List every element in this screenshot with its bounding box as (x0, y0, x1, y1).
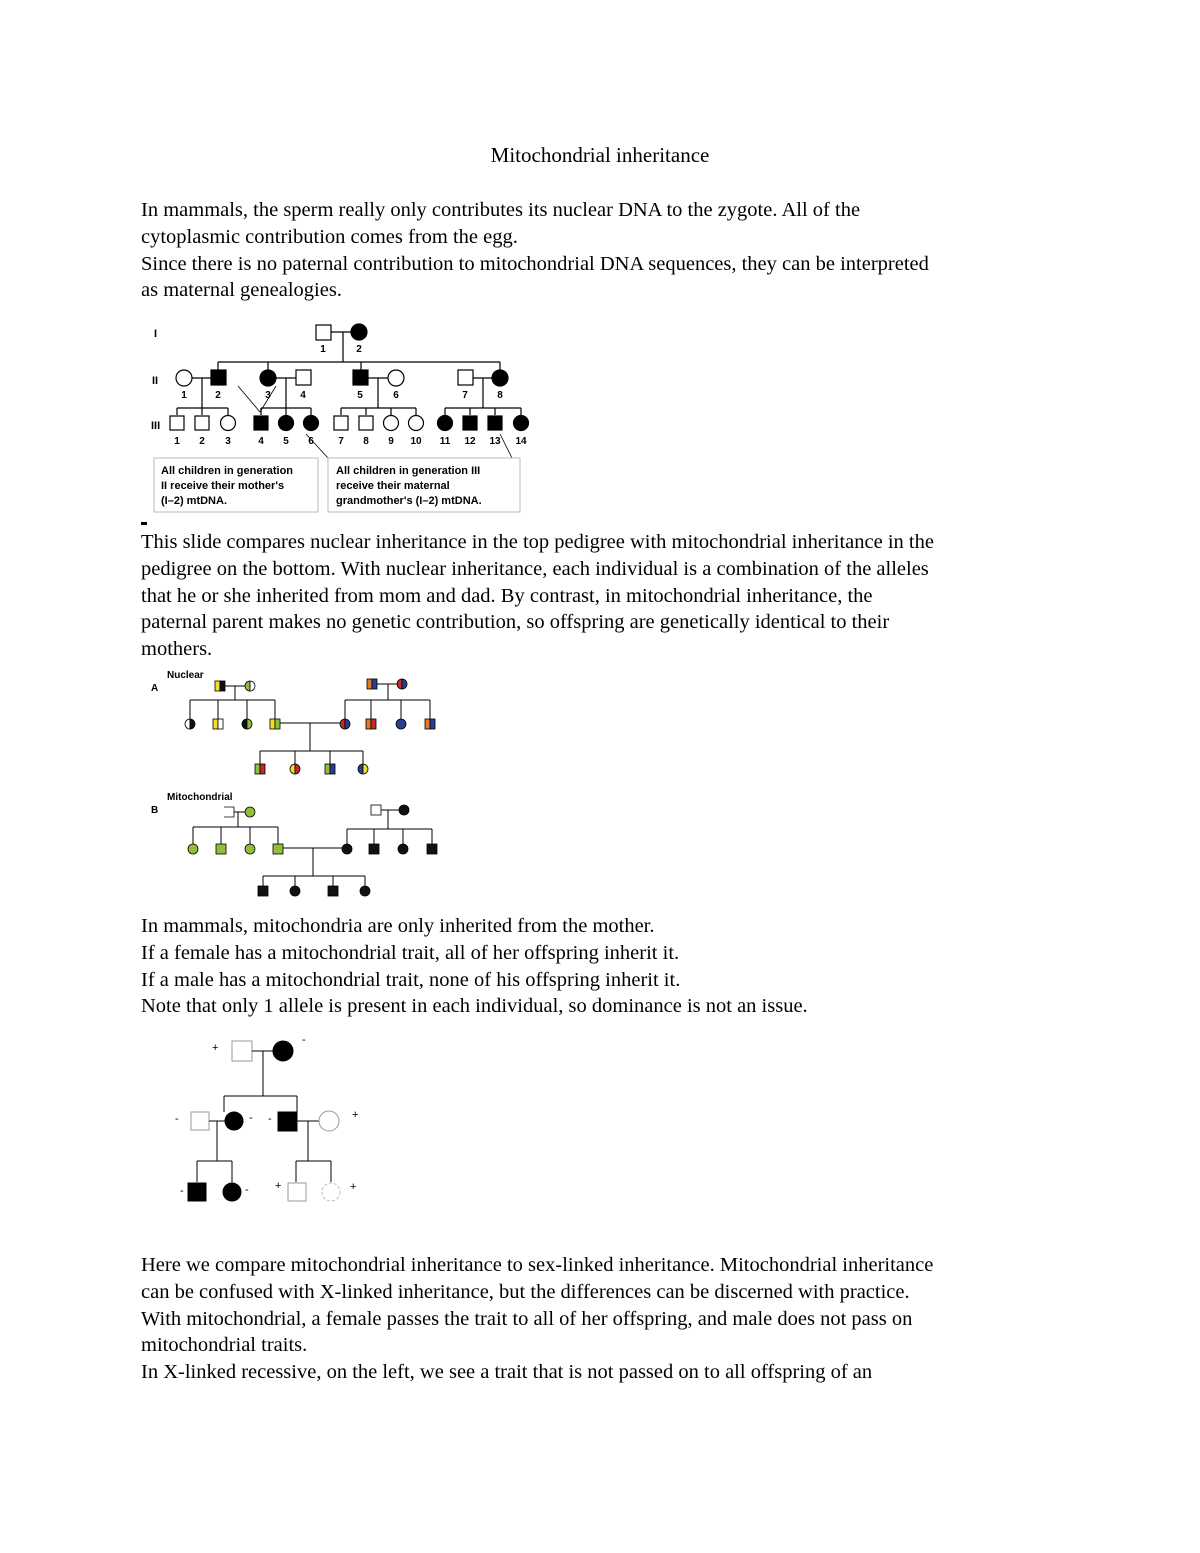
individual-number: 1 (320, 344, 326, 355)
female-affected (351, 324, 367, 340)
plus-minus-pedigree-figure (170, 1030, 370, 1210)
genotype-marker: - (249, 1112, 253, 1124)
panel-title: Mitochondrial (167, 792, 233, 803)
genotype-marker: - (180, 1185, 184, 1197)
text-line: If a female has a mitochondrial trait, all of her offspring inherit it. (141, 941, 680, 964)
text-line: Since there is no paternal contribution to mitochondrial DNA sequences, they can be interpreted (141, 252, 929, 275)
male-unaffected (458, 370, 473, 385)
individual-number: 7 (338, 436, 344, 447)
individual-number: 11 (439, 436, 451, 447)
text-line: cytoplasmic contribution comes from the egg. (141, 225, 518, 248)
male-affected (211, 370, 226, 385)
xlinked-paragraph (141, 1252, 1061, 1386)
text-line: In mammals, the sperm really only contributes its nuclear DNA to the zygote. All of the (141, 199, 861, 221)
text-line: Here we compare mitochondrial inheritance to sex-linked inheritance. Mitochondrial inheritance (141, 1254, 934, 1276)
individual-number: 3 (225, 436, 231, 447)
male-affected (353, 370, 368, 385)
rules-paragraph (141, 913, 1061, 1020)
individual-number: 1 (174, 436, 180, 447)
individual-number: 3 (265, 390, 271, 401)
page-title: Mitochondrial inheritance (490, 143, 710, 167)
genotype-marker: + (350, 1181, 357, 1193)
text-line: paternal parent makes no genetic contribution, so offspring are genetically identical to their (141, 611, 890, 634)
individual-number: 2 (356, 344, 362, 355)
male-unaffected (296, 370, 311, 385)
bullet-mark (141, 522, 147, 525)
genotype-marker: - (245, 1184, 249, 1196)
comparison-paragraph (141, 529, 1061, 663)
generation-label: II (152, 375, 159, 387)
caption-line: II receive their mother's (161, 480, 285, 492)
individual-number: 5 (283, 436, 289, 447)
female-affected (260, 370, 276, 386)
individual-number: 2 (199, 436, 205, 447)
caption-line: All children in generation III (336, 465, 481, 477)
panel-label: A (151, 683, 159, 694)
text-line: In X-linked recessive, on the left, we see a trait that is not passed on to all offspring of an (141, 1361, 873, 1384)
caption-line: receive their maternal (336, 480, 450, 492)
text-line: that he or she inherited from mom and dad. By contrast, in mitochondrial inheritance, the (141, 584, 873, 607)
text-line: pedigree on the bottom. With nuclear inheritance, each individual is a combination of the alleles (141, 557, 929, 580)
text-line: mothers. (141, 638, 213, 661)
genotype-marker: - (175, 1113, 179, 1125)
individual-number: 9 (388, 436, 394, 447)
genotype-marker: + (275, 1180, 282, 1192)
text-line: as maternal genealogies. (141, 279, 342, 302)
mtdna-pedigree-figure (140, 318, 530, 530)
caption-line: (I–2) mtDNA. (161, 495, 228, 507)
genotype-marker: + (352, 1109, 359, 1121)
individual-number: 4 (300, 390, 306, 401)
individual-number: 7 (462, 390, 468, 401)
individual-number: 13 (489, 436, 501, 447)
individual-number: 6 (393, 390, 399, 401)
text-line: With mitochondrial, a female passes the trait to all of her offspring, and male does not pass on (141, 1307, 913, 1330)
text-line: mitochondrial traits. (141, 1334, 308, 1357)
generation-label: I (154, 328, 158, 340)
male-unaffected (316, 325, 331, 340)
female-unaffected (176, 370, 192, 386)
individual-number: 14 (515, 436, 527, 447)
panel-title: Nuclear (167, 670, 204, 681)
individual-number: 8 (363, 436, 369, 447)
female-affected (492, 370, 508, 386)
nuclear-vs-mito-figure (145, 664, 445, 904)
text-line: can be confused with X-linked inheritance, but the differences can be discerned with practice. (141, 1280, 910, 1303)
individual-number: 5 (357, 390, 363, 401)
genotype-marker: - (268, 1113, 272, 1125)
individual-number: 2 (215, 390, 221, 401)
genotype-marker: + (212, 1042, 219, 1054)
intro-paragraph (141, 197, 1061, 304)
genotype-marker: - (302, 1034, 306, 1046)
individual-number: 10 (410, 436, 422, 447)
caption-line: All children in generation (161, 465, 294, 477)
individual-number: 6 (308, 436, 314, 447)
caption-line: grandmother's (I–2) mtDNA. (336, 495, 482, 507)
panel-label: B (151, 805, 159, 816)
text-line: If a male has a mitochondrial trait, none of his offspring inherit it. (141, 968, 681, 991)
text-line: This slide compares nuclear inheritance in the top pedigree with mitochondrial inheritance in the (141, 531, 934, 553)
individual-number: 8 (497, 390, 503, 401)
individual-number: 4 (258, 436, 264, 447)
individual-number: 1 (181, 390, 187, 401)
text-line: In mammals, mitochondria are only inherited from the mother. (141, 915, 655, 937)
text-line: Note that only 1 allele is present in each individual, so dominance is not an issue. (141, 995, 808, 1018)
female-unaffected (388, 370, 404, 386)
generation-label: III (151, 420, 161, 432)
individual-number: 12 (464, 436, 476, 447)
